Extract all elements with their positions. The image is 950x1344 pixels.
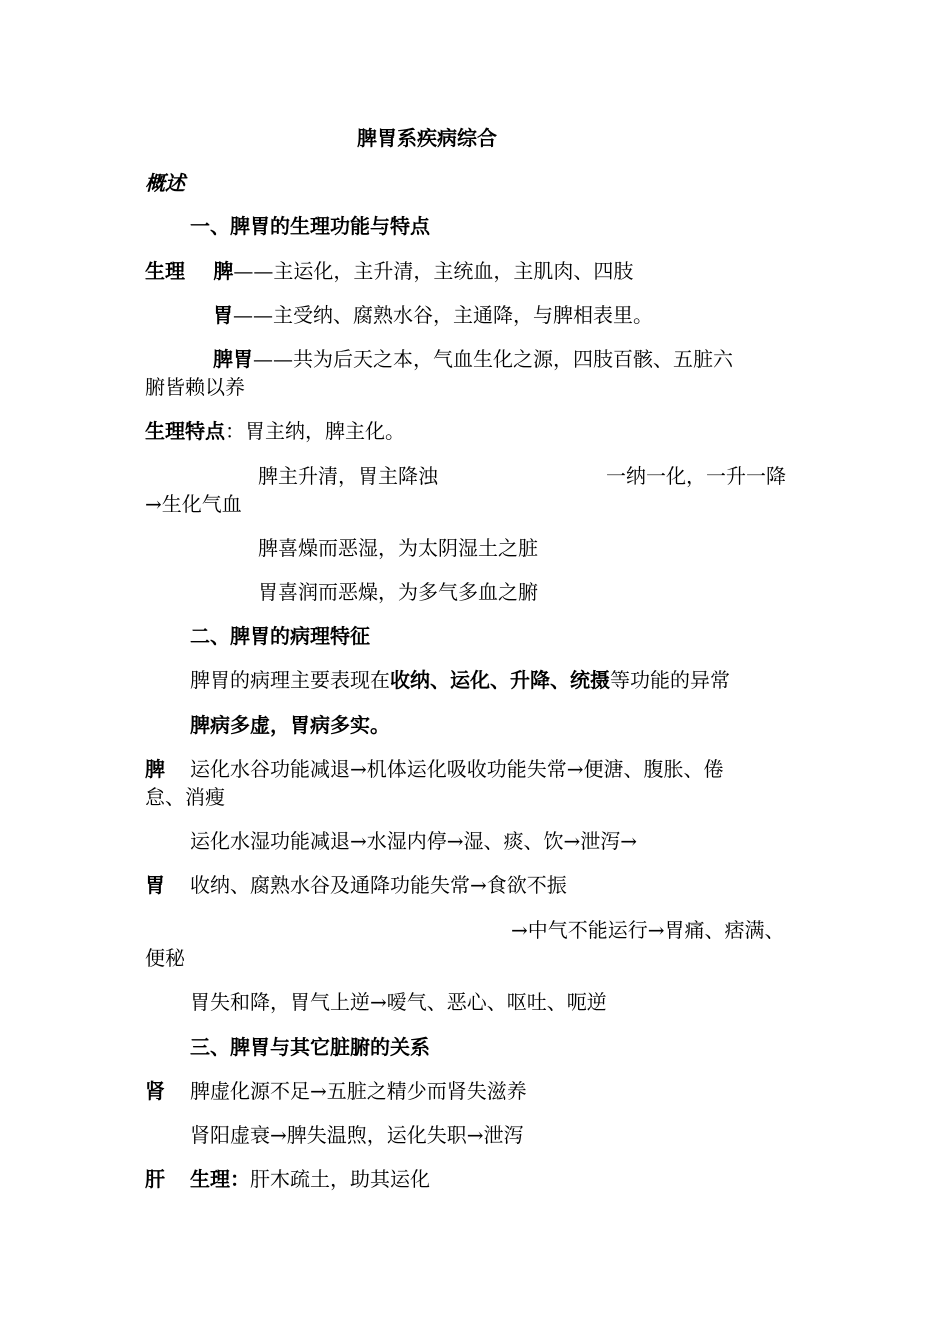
feature-line-1-right: 一纳一化，一升一降	[606, 464, 786, 488]
overview-heading: 概述	[145, 171, 185, 195]
liver-line	[190, 1166, 430, 1192]
pathology-stomach-text-1: 收纳、腐熟水谷及通降功能失常→食欲不振	[190, 873, 567, 897]
spleen-physiology-line	[145, 258, 633, 284]
pathology-spleen-text-2: 怠、消瘦	[145, 785, 225, 809]
stomach-physiology-line	[213, 302, 653, 328]
pathology-intro-a: 脾胃的病理主要表现在	[190, 668, 390, 692]
pathology-stomach-text-3: 便秘	[145, 946, 185, 970]
liver-label: 肝	[145, 1167, 165, 1191]
liver-text: 肝木疏土，助其运化	[250, 1167, 430, 1191]
kidney-label: 肾	[145, 1079, 165, 1103]
pathology-intro-c: 等功能的异常	[610, 668, 730, 692]
feature-line-1-left: 脾主升清，胃主降浊	[258, 464, 438, 488]
feature-line-2: 脾喜燥而恶湿，为太阴湿土之脏	[258, 536, 538, 560]
features-label: 生理特点	[145, 419, 225, 443]
section1-heading: 一、脾胃的生理功能与特点	[190, 214, 430, 238]
liver-sub-label: 生理：	[190, 1167, 250, 1191]
features-text: ：胃主纳，脾主化。	[225, 419, 405, 443]
spleen-stomach-line	[213, 346, 733, 372]
feature-line-3: 胃喜润而恶燥，为多气多血之腑	[258, 580, 538, 604]
stomach-label: 胃	[213, 303, 233, 327]
pathology-stomach-label: 胃	[145, 873, 165, 897]
spleen-text: ——主运化，主升清，主统血，主肌肉、四肢	[233, 259, 634, 283]
features-line	[145, 418, 405, 444]
pathology-spleen-text-3: 运化水湿功能减退→水湿内停→湿、痰、饮→泄泻→	[190, 829, 638, 853]
section2-heading: 二、脾胃的病理特征	[190, 624, 370, 648]
spleen-stomach-label: 脾胃	[213, 347, 253, 371]
spleen-label: 脾	[213, 259, 234, 283]
physiology-label: 生理	[145, 259, 185, 283]
spleen-stomach-text: ——共为后天之本，气血生化之源，四肢百骸、五脏六	[253, 347, 733, 371]
pathology-intro-b: 收纳、运化、升降、统摄	[390, 668, 610, 692]
pathology-summary: 脾病多虚，胃病多实。	[190, 713, 390, 737]
stomach-text: ——主受纳、腐熟水谷，主通降，与脾相表里。	[233, 303, 653, 327]
document-title: 脾胃系疾病综合	[357, 126, 497, 150]
kidney-text-2: 肾阳虚衰→脾失温煦，运化失职→泄泻	[190, 1123, 524, 1147]
spleen-stomach-line-cont: 腑皆赖以养	[145, 375, 245, 399]
pathology-stomach-text-4: 胃失和降，胃气上逆→嗳气、恶心、呕吐、呃逆	[190, 990, 607, 1014]
section3-heading: 三、脾胃与其它脏腑的关系	[190, 1035, 430, 1059]
feature-line-1-cont: →生化气血	[145, 492, 242, 516]
pathology-spleen-label: 脾	[145, 757, 165, 781]
pathology-spleen-text-1: 运化水谷功能减退→机体运化吸收功能失常→便溏、腹胀、倦	[190, 757, 724, 781]
kidney-text-1: 脾虚化源不足→五脏之精少而肾失滋养	[190, 1079, 527, 1103]
pathology-intro	[190, 667, 730, 693]
pathology-stomach-text-2: →中气不能运行→胃痛、痞满、	[511, 918, 785, 942]
